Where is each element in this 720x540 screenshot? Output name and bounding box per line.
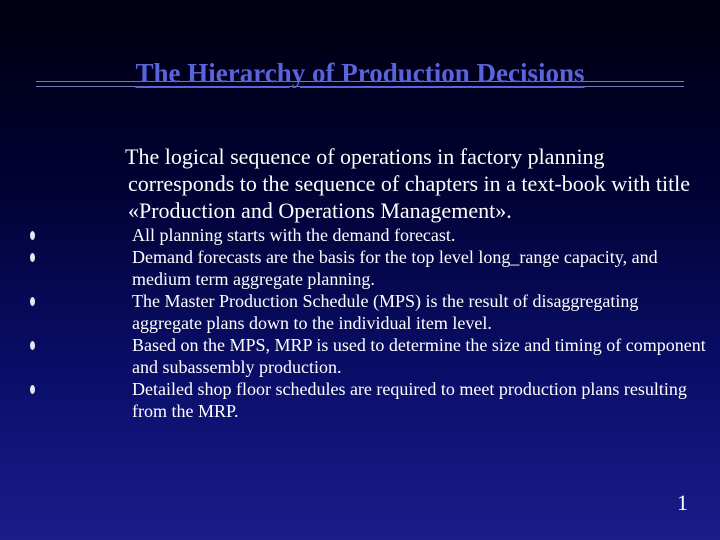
bullet-text: All planning starts with the demand forecast. — [132, 225, 456, 245]
bullet-dot-icon — [30, 253, 35, 262]
bullet-item — [28, 246, 708, 290]
bullet-text: Based on the MPS, MRP is used to determine the size and timing of component and subassembly production. — [132, 335, 706, 377]
bullet-item — [28, 378, 708, 422]
bullet-item — [28, 224, 708, 246]
bullet-item — [28, 290, 708, 334]
bullet-dot-icon — [30, 231, 35, 240]
bullet-dot-icon — [30, 385, 35, 394]
bullet-text: The Master Production Schedule (MPS) is the result of disaggregating aggregate plans down to the individual item level. — [132, 291, 639, 333]
bullet-dot-icon — [30, 297, 35, 306]
page-number: 1 — [677, 490, 688, 515]
intro-paragraph: The logical sequence of operations in factory planning corresponds to the sequence of chapters in a text-book with title «Production and Operations Management». — [125, 144, 691, 223]
slide-title: The Hierarchy of Production Decisions — [135, 58, 585, 88]
bullet-list — [28, 224, 708, 422]
bullet-dot-icon — [30, 341, 35, 350]
bullet-item — [28, 334, 708, 378]
bullet-text: Demand forecasts are the basis for the top level long_range capacity, and medium term aggregate planning. — [132, 247, 658, 289]
bullet-text: Detailed shop floor schedules are required to meet production plans resulting from the MRP. — [132, 379, 687, 421]
